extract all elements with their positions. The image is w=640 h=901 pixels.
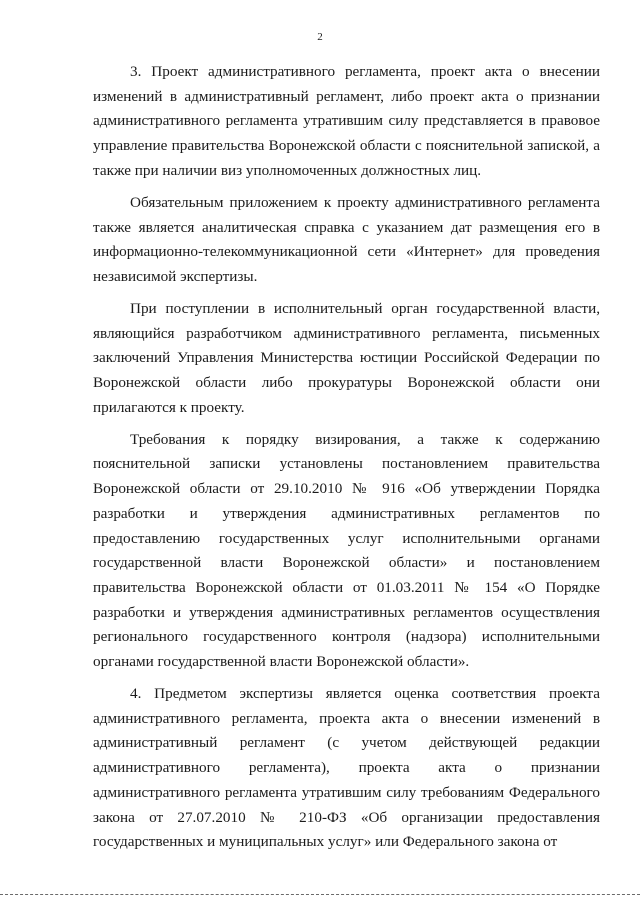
paragraph-approval-requirements: Требования к порядку визирования, а также к содержанию пояснительной записки установлены постановлением правительства Воронежской области от 29.10.2010 № 916 «Об утверждении Порядка разработки и утверждения административных регламентов по предоставлению государственных услуг исполнительными органами государственной власти Воронежской области» и постановлением правительства Воронежской области от 01.03.2011 № 154 «О Порядке разработки и утверждения административных регламентов осуществления регионального государственного контроля (надзора) исполнительными органами государственной власти Воронежской области».	[93, 430, 600, 671]
page-bottom-divider	[0, 894, 640, 895]
paragraph-written-conclusions: При поступлении в исполнительный орган государственной власти, являющийся разработчиком административного регламента, письменных заключений Управления Министерства юстиции Российской Федерации по Воронежской области либо прокуратуры Воронежской области они прилагаются к проекту.	[93, 299, 600, 416]
paragraph-item-3: 3. Проект административного регламента, проект акта о внесении изменений в административный регламент, либо проект акта о признании административного регламента утратившим силу представляется в правовое управление правительства Воронежской области с пояснительной запиской, а также при наличии виз уполномоченных должностных лиц.	[93, 63, 600, 179]
document-body	[93, 60, 600, 862]
page-number: 2	[317, 31, 323, 43]
paragraph-item-4: 4. Предметом экспертизы является оценка соответствия проекта административного регламента, проекта акта о внесении изменений в административный регламент (с учетом действующей редакции административного регламента), проекта акта о признании административного регламента утратившим силу требованиям Федерального закона от 27.07.2010 № 210-ФЗ «Об организации предоставления государственных и муниципальных услуг» или Федерального закона от	[93, 685, 600, 851]
paragraph-mandatory-attachment: Обязательным приложением к проекту административного регламента также является аналитическая справка с указанием дат размещения его в информационно-телекоммуникационной сети «Интернет» для проведения независимой экспертизы.	[93, 193, 600, 285]
